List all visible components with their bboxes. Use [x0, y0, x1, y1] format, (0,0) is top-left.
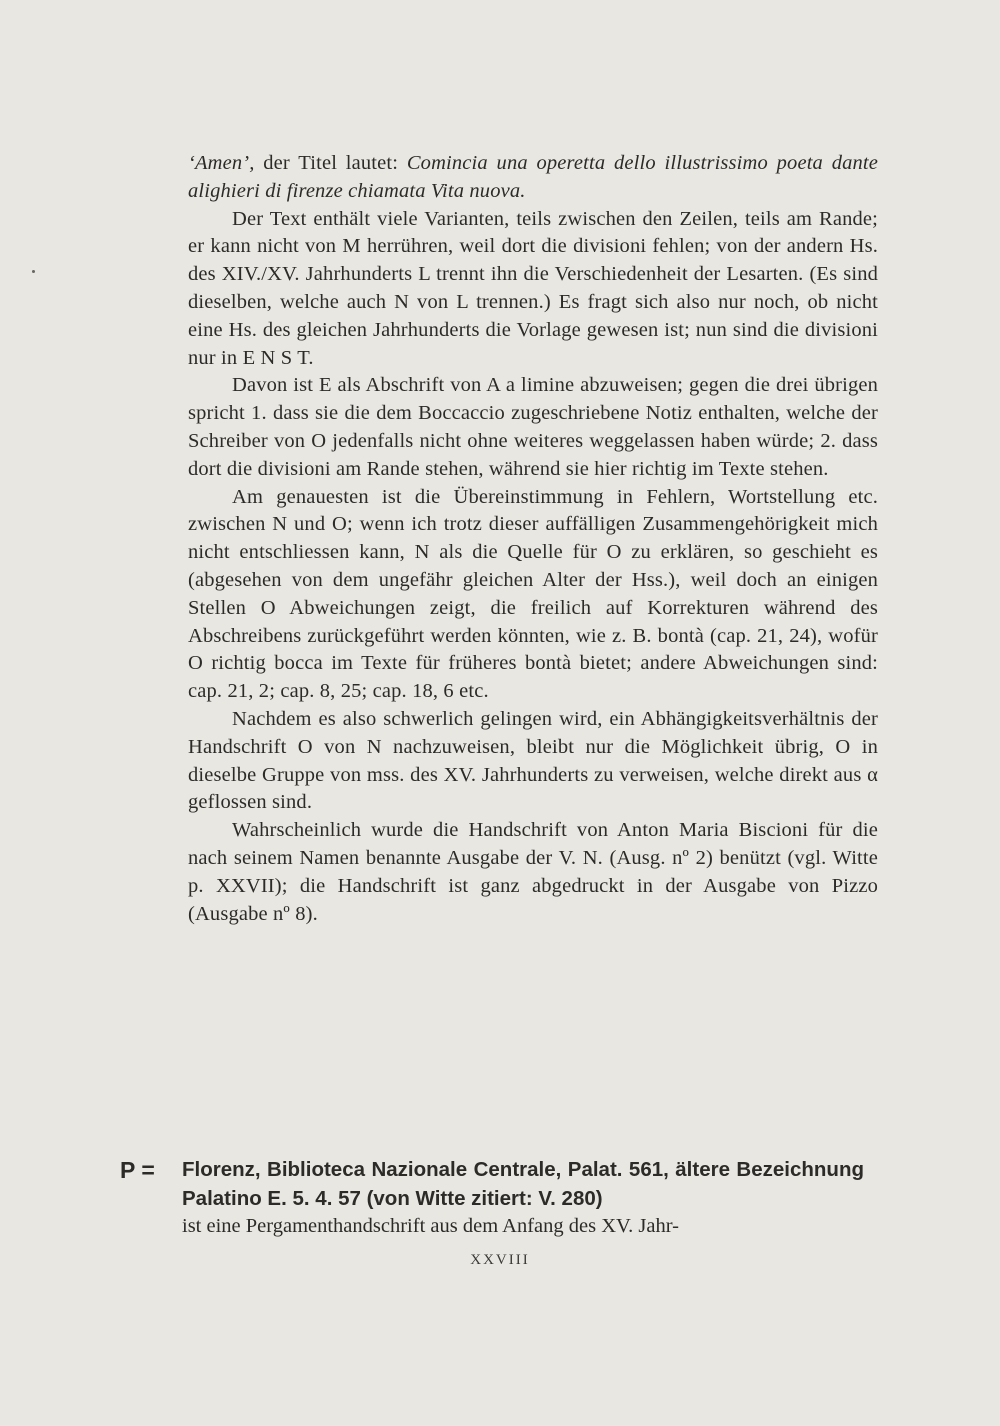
paragraph-5: Nachdem es also schwerlich gelingen wird, ein Abhängigkeitsverhältnis der Handschrift O von N nachzuweisen, bleibt nur die Möglichkeit übrig, O in dieselbe Gruppe von mss. des XV. Jahrhunderts zu verweisen, welche direkt aus α geflossen sind.: [188, 707, 878, 814]
paragraph-6: Wahrscheinlich wurde die Handschrift von Anton Maria Biscioni für die nach seinem Namen benannte Ausgabe der V. N. (Ausg. nº 2) benützt (vgl. Witte p. XXVII); die Handschrift ist ganz abgedruckt in der Ausgabe von Pizzo (Ausgabe nº 8).: [188, 819, 878, 925]
quoted-amen: ‘Amen’,: [188, 152, 255, 174]
paragraph-2: Der Text enthält viele Varianten, teils zwischen den Zeilen, teils am Rande; er kann nicht von M herrühren, weil dort die divisioni fehlen; von der andern Hs. des XIV./XV. Jahrhunderts L trennt ihn die Verschiedenheit der Lesarten. (Es sind dieselben, welche auch N von L trennen.) Es fragt sich also nur noch, ob nicht eine Hs. des gleichen Jahrhunderts die Vorlage gewesen ist; nun sind die divisioni nur in E N S T.: [188, 207, 878, 369]
title-intro: der Titel lautet:: [254, 152, 407, 174]
paragraph-1: [188, 150, 878, 206]
scan-speck: [32, 270, 35, 273]
paragraph-4: Am genauesten ist die Übereinstimmung in Fehlern, Wortstellung etc. zwischen N und O; wenn ich trotz dieser auffälligen Zusammengehörigkeit mich nicht entschliessen kann, N als die Quelle für O zu erklären, so geschieht es (abgesehen von dem ungefähr gleichen Alter der Hss.), weil doch an einigen Stellen O Abweichungen zeigt, die freilich auf Korrekturen während des Abschreibens zurückgeführt werden könnten, wie z. B. bontà (cap. 21, 24), wofür O richtig bocca im Texte für früheres bontà bietet; andere Abweichungen sind: cap. 21, 2; cap. 8, 25; cap. 18, 6 etc.: [188, 485, 878, 703]
entry-body: [182, 1155, 864, 1240]
manuscript-entry-p: [120, 1155, 880, 1240]
main-text-block: [188, 150, 878, 928]
entry-siglum: P =: [120, 1157, 155, 1183]
entry-text: ist eine Pergamenthandschrift aus dem Anfang des XV. Jahr-: [182, 1215, 679, 1237]
entry-heading: Florenz, Biblioteca Nazionale Centrale, Palat. 561, ältere Bezeichnung Palatino E. 5. 4. 57 (von Witte zitiert: V. 280): [182, 1158, 864, 1210]
page-number: XXVIII: [470, 1252, 530, 1268]
paragraph-3: Davon ist E als Abschrift von A a limine abzuweisen; gegen die drei übrigen spricht 1. dass sie die dem Boccaccio zugeschriebene Notiz enthalten, welche der Schreiber von O jedenfalls nicht ohne weiteres weggelassen haben würde; 2. dass dort die divisioni am Rande stehen, während sie hier richtig im Texte stehen.: [188, 374, 878, 480]
work-title: Comincia una operetta dello illustrissimo poeta dante alighieri di firenze chiamata Vita nuova.: [188, 152, 878, 202]
